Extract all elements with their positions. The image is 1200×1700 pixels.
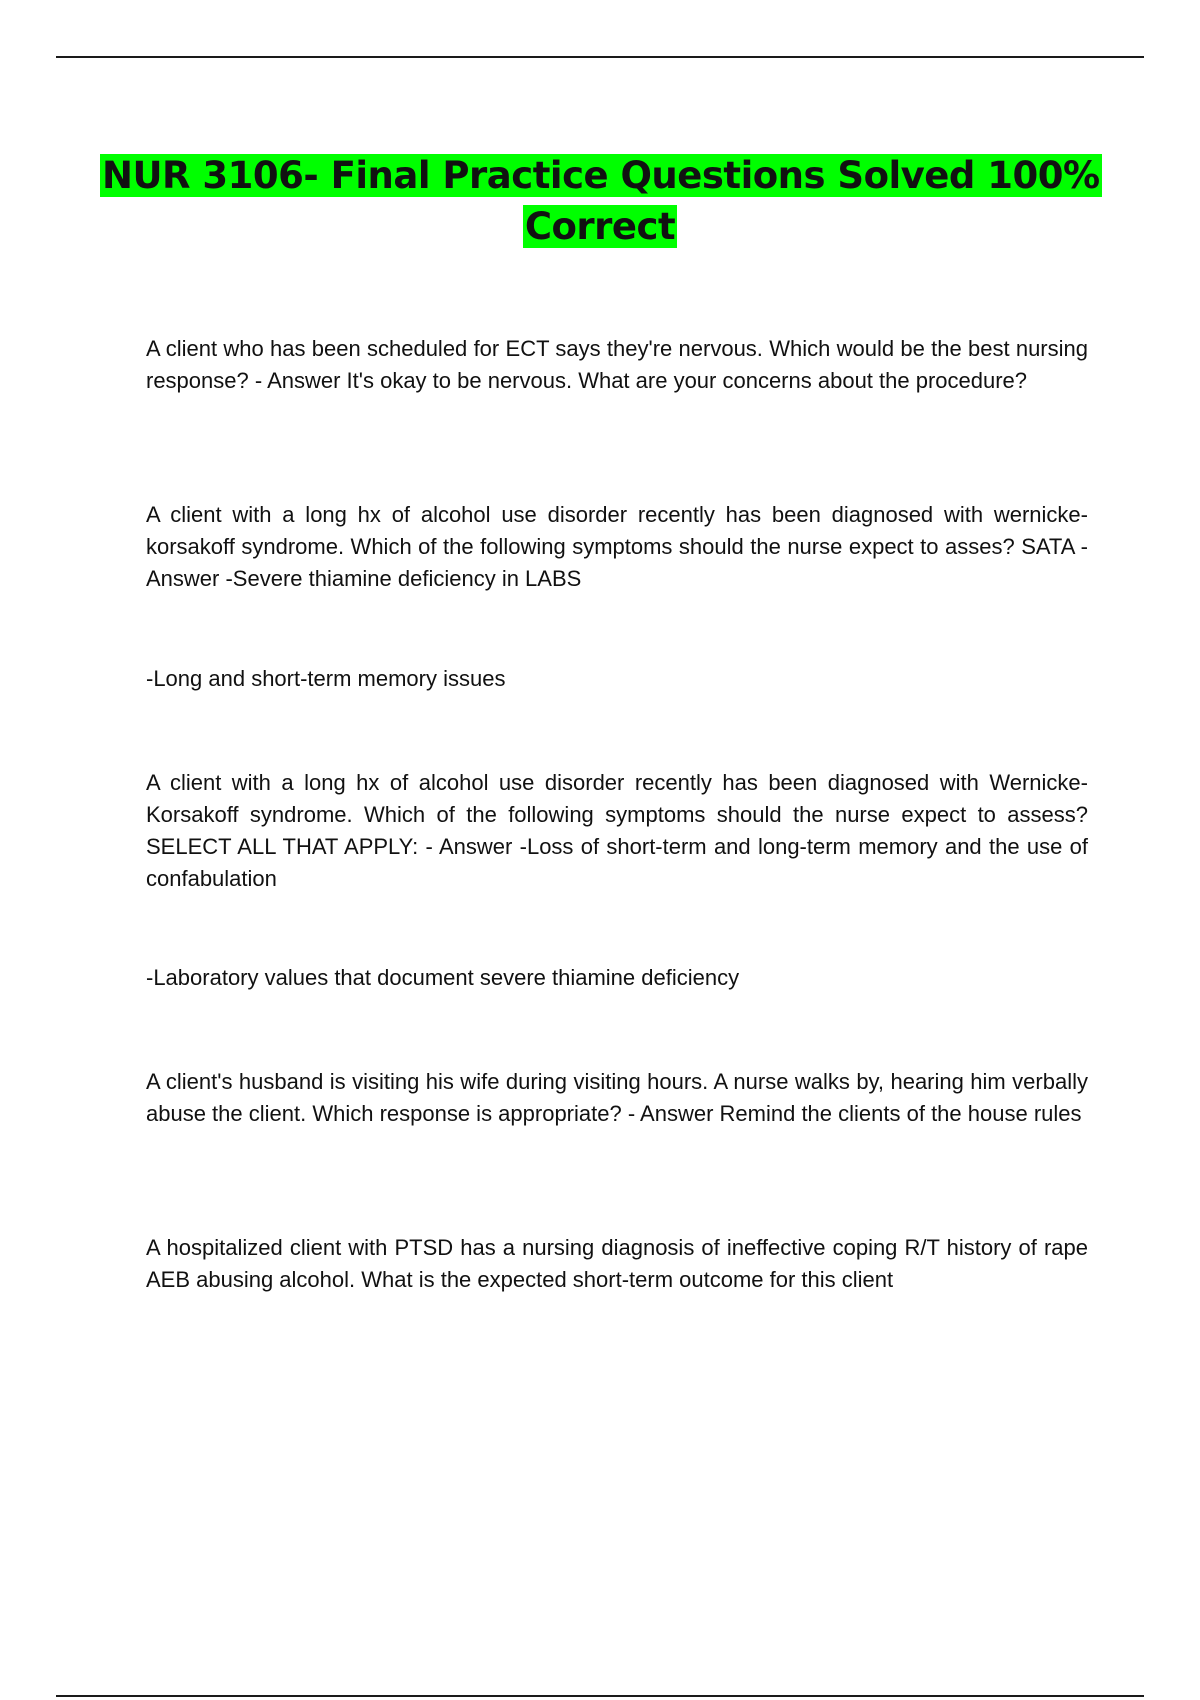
header-rule <box>56 56 1144 58</box>
question-paragraph: A client who has been scheduled for ECT says they're nervous. Which would be the best nursing response? - Answer It's okay to be nervous. What are your concerns about the procedure? <box>146 336 1088 393</box>
question-paragraph: A hospitalized client with PTSD has a nursing diagnosis of ineffective coping R/T history of rape AEB abusing alcohol. What is the expected short-term outcome for this client <box>146 1235 1088 1292</box>
document-title <box>100 150 1100 252</box>
question-paragraph: A client's husband is visiting his wife during visiting hours. A nurse walks by, hearing him verbally abuse the client. Which response is appropriate? - Answer Remind the clients of the house rules <box>146 1069 1088 1126</box>
footer-rule <box>56 1695 1144 1697</box>
answer-item: -Laboratory values that document severe thiamine deficiency <box>146 965 740 990</box>
question-paragraph: A client with a long hx of alcohol use disorder recently has been diagnosed with Wernicke-Korsakoff syndrome. Which of the following symptoms should the nurse expect to assess? SELECT ALL THAT APPLY: - Answer -Loss of short-term and long-term memory and the use of confabulation <box>146 770 1088 891</box>
question-paragraph: A client with a long hx of alcohol use disorder recently has been diagnosed with wernicke-korsakoff syndrome. Which of the following symptoms should the nurse expect to asses? SATA - Answer -Severe thiamine deficiency in LABS <box>146 502 1088 591</box>
answer-item: -Long and short-term memory issues <box>146 666 506 691</box>
title-highlight: NUR 3106- Final Practice Questions Solved 100% Correct <box>102 154 1100 248</box>
